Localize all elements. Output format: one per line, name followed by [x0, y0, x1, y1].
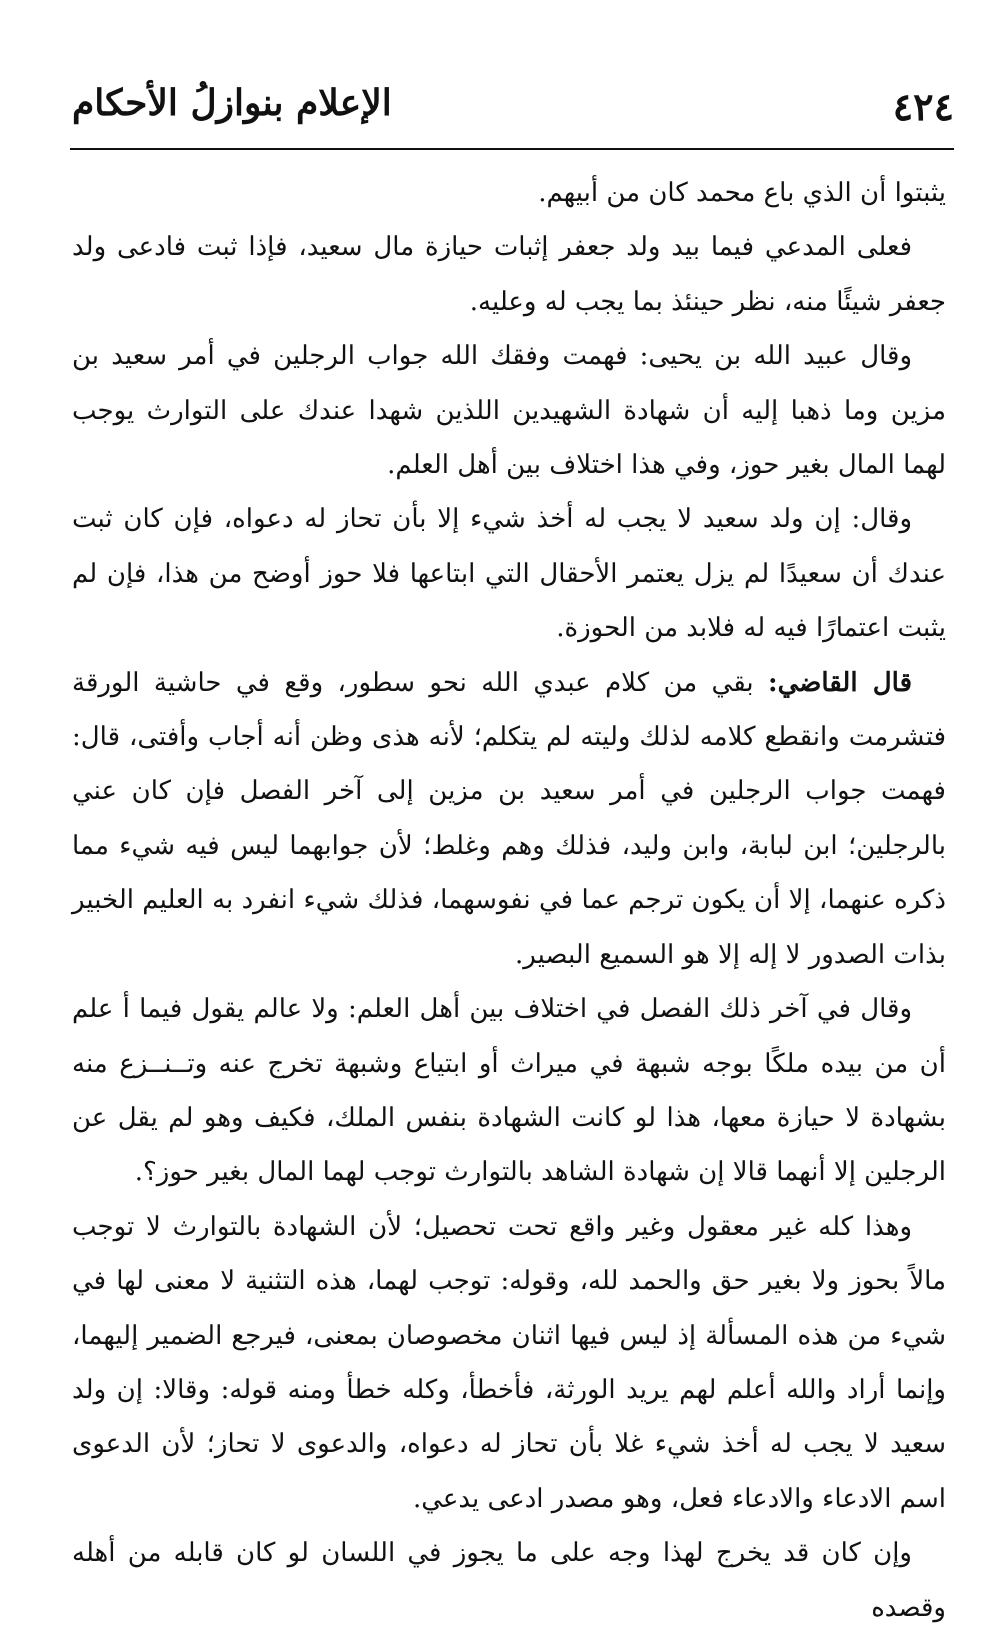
paragraph: وقال في آخر ذلك الفصل في اختلاف بين أهل العلم: ولا عالم يقول فيما أ علم أن من بيده ملكًا بوجه شبهة في ميراث أو ابتياع وشبهة تخرج عنه وتــنــزع منه بشهادة لا حيازة معها، هذا لو كانت الشهادة بنفس الملك، فكيف وهو لم يقل عن الرجلين إلا أنهما قالا إن شهادة الشاهد بالتوارث توجب لهما المال بغير حوز؟.	[72, 994, 946, 1188]
main-text	[72, 166, 946, 1635]
speaker-label: قال القاضي:	[768, 667, 912, 698]
paragraph: وهذا كله غير معقول وغير واقع تحت تحصيل؛ لأن الشهادة بالتوارث لا توجب مالاً بحوز ولا بغير حق والحمد لله، وقوله: توجب لهما، هذه التثنية لا معنى لها في شيء من هذه المسألة إذ ليس فيها اثنان مخصوصان بمعنى، فيرجع الضمير إليهما، وإنما أراد والله أعلم لهم يريد الورثة، فأخطأ، وكله خطأ ومنه قوله: وقالا: إن ولد سعيد لا يجب له أخذ شيء غلا بأن تحاز له دعواه، والدعوى لا تحاز؛ لأن الدعوى اسم الادعاء والادعاء فعل، وهو مصدر ادعى يدعي.	[72, 1211, 946, 1514]
paragraph-text: بقي من كلام عبدي الله نحو سطور، وقع في حاشية الورقة فتشرمت وانقطع كلامه لذلك وليته لم يتكلم؛ لأنه هذى وظن أنه أجاب وأفتى، قال: فهمت جواب الرجلين في أمر سعيد بن مزين إلى آخر الفصل فإن كان عني بالرجلين؛ ابن لبابة، وابن وليد، فذلك وهم وغلط؛ لأن جوابهما ليس فيه شيء مما ذكره عنهما، إلا أن يكون ترجم عما في نفوسهما، فذلك شيء انفرد به العليم الخبير بذات الصدور لا إله إلا هو السميع البصير.	[72, 667, 946, 970]
running-title: الإعلام بنوازلُ الأحكام	[72, 82, 392, 124]
paragraph: فعلى المدعي فيما بيد ولد جعفر إثبات حيازة مال سعيد، فإذا ثبت فادعى ولد جعفر شيئًا منه، نظر حينئذ بما يجب له وعليه.	[72, 232, 946, 317]
page-header	[72, 80, 954, 146]
paragraph: وقال عبيد الله بن يحيى: فهمت وفقك الله جواب الرجلين في أمر سعيد بن مزين وما ذهبا إليه أن شهادة الشهيدين اللذين شهدا عندك على التوارث يوجب لهما المال بغير حوز، وفي هذا اختلاف بين أهل العلم.	[72, 341, 946, 481]
paragraph: وإن كان قد يخرج لهذا وجه على ما يجوز في اللسان لو كان قابله من أهله وقصده	[72, 1538, 946, 1623]
paragraph: يثبتوا أن الذي باع محمد كان من أبيهم.	[538, 178, 946, 208]
paragraph: وقال: إن ولد سعيد لا يجب له أخذ شيء إلا بأن تحاز له دعواه، فإن كان ثبت عندك أن سعيدًا لم يزل يعتمر الأحقال التي ابتاعها فلا حوز أوضح من هذا، فإن لم يثبت اعتمارًا فيه له فلابد من الحوزة.	[72, 504, 946, 644]
page-number: ٤٢٤	[892, 84, 954, 129]
paragraph	[72, 656, 946, 982]
header-rule	[70, 148, 954, 150]
